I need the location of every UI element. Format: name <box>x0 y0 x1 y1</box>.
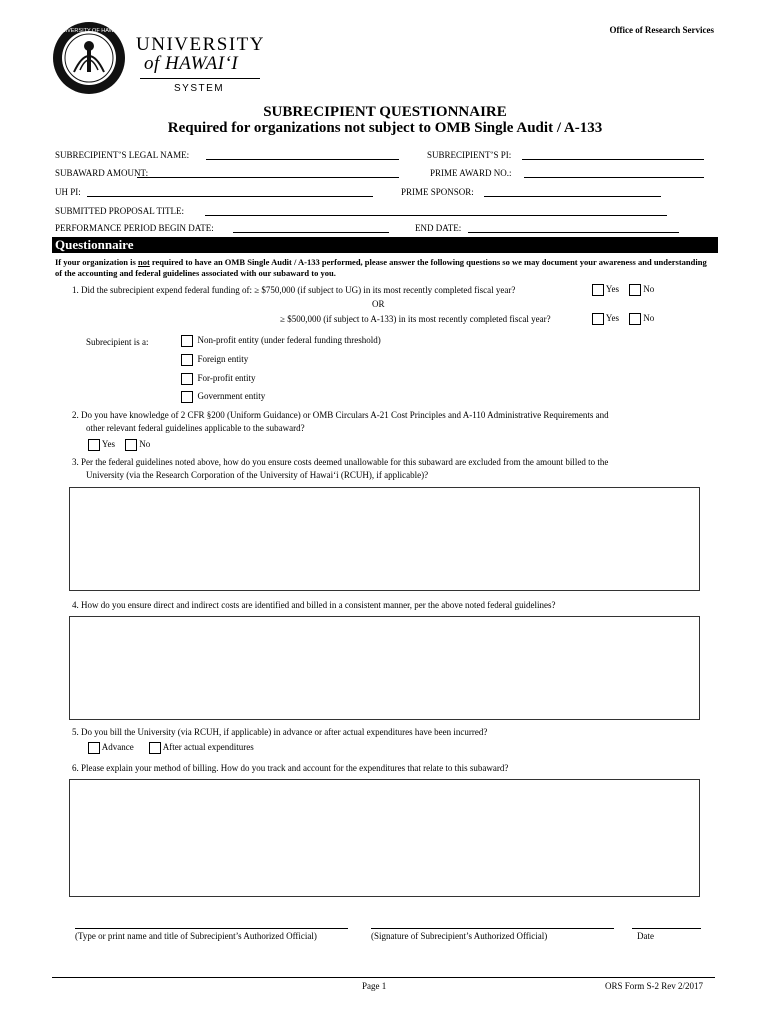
checkbox[interactable] <box>592 313 604 325</box>
questionnaire-heading: Questionnaire <box>52 237 718 253</box>
entity-forprofit[interactable]: For-profit entity <box>181 373 256 385</box>
prime-award-input[interactable] <box>524 166 704 178</box>
period-begin-label: PERFORMANCE PERIOD BEGIN DATE: <box>55 223 214 233</box>
page-number: Page 1 <box>362 981 387 991</box>
question-1b: ≥ $500,000 (if subject to A-133) in its most recently completed fiscal year? <box>280 314 551 324</box>
entity-government[interactable]: Government entity <box>181 391 265 403</box>
subaward-amount-input[interactable] <box>137 166 399 178</box>
university-logo <box>52 20 272 100</box>
question-4: 4. How do you ensure direct and indirect costs are identified and billed in a consistent manner, per the above noted federal guidelines? <box>72 600 556 610</box>
question-3: 3. Per the federal guidelines noted above, how do you ensure costs deemed unallowable for this subaward are excluded from the amount billed to the <box>72 457 609 467</box>
q4-answer-box[interactable] <box>69 616 700 720</box>
form-title: SUBRECIPIENT QUESTIONNAIRE <box>263 104 507 120</box>
official-sign-line[interactable] <box>75 928 348 929</box>
checkbox[interactable] <box>88 439 100 451</box>
questionnaire-intro: If your organization is not required to have an OMB Single Audit / A-133 performed, please answer the following questions so we may document your awareness and understanding of the accounting and federal guidelines associated with our subaward to you. <box>55 257 707 278</box>
checkbox[interactable] <box>181 354 193 366</box>
checkbox[interactable] <box>629 284 641 296</box>
question-2-cont: other relevant federal guidelines applicable to the subaward? <box>86 423 305 433</box>
sub-pi-label: SUBRECIPIENT’S PI: <box>427 150 512 160</box>
legal-name-label: SUBRECIPIENT’S LEGAL NAME: <box>55 150 190 160</box>
checkbox[interactable] <box>592 284 604 296</box>
entity-foreign[interactable]: Foreign entity <box>181 354 248 366</box>
logo-divider <box>140 78 260 79</box>
question-2: 2. Do you have knowledge of 2 CFR §200 (Uniform Guidance) or OMB Circulars A-21 Cost Principles and A-110 Administrative Requirements and <box>72 410 609 420</box>
uh-pi-label: UH PI: <box>55 187 81 197</box>
checkbox[interactable] <box>181 391 193 403</box>
q3-answer-box[interactable] <box>69 487 700 591</box>
q1-or: OR <box>372 299 385 309</box>
q1-no[interactable]: No <box>629 284 654 296</box>
checkbox[interactable] <box>181 335 193 347</box>
legal-name-input[interactable] <box>206 148 399 160</box>
q1b-no[interactable]: No <box>629 313 654 325</box>
checkbox[interactable] <box>88 742 100 754</box>
q6-answer-box[interactable] <box>69 779 700 897</box>
logo-line3: SYSTEM <box>174 83 225 94</box>
q5-after[interactable]: After actual expenditures <box>149 742 254 754</box>
q5-advance[interactable]: Advance <box>88 742 134 754</box>
subrecipient-is-label: Subrecipient is a: <box>86 337 149 347</box>
q2-yes[interactable]: Yes <box>88 439 115 451</box>
date-line[interactable] <box>632 928 701 929</box>
official-label: (Type or print name and title of Subrecipient’s Authorized Official) <box>75 931 317 941</box>
form-subtitle: Required for organizations not subject to OMB Single Audit / A-133 <box>167 120 603 136</box>
q1b-yes[interactable]: Yes <box>592 313 619 325</box>
checkbox[interactable] <box>149 742 161 754</box>
form-number: ORS Form S-2 Rev 2/2017 <box>605 981 704 991</box>
entity-nonprofit[interactable]: Non-profit entity (under federal funding threshold) <box>181 335 381 347</box>
date-label: Date <box>637 931 654 941</box>
prime-award-label: PRIME AWARD NO.: <box>430 168 512 178</box>
signature-label: (Signature of Subrecipient’s Authorized Official) <box>371 931 548 941</box>
prime-sponsor-input[interactable] <box>484 185 661 197</box>
question-1: 1. Did the subrecipient expend federal funding of: ≥ $750,000 (if subject to UG) in its most recently completed fiscal year? <box>72 285 516 295</box>
q2-no[interactable]: No <box>125 439 150 451</box>
logo-line2: of HAWAIʻI <box>144 53 239 74</box>
checkbox[interactable] <box>125 439 137 451</box>
proposal-title-input[interactable] <box>205 204 667 216</box>
prime-sponsor-label: PRIME SPONSOR: <box>401 187 474 197</box>
question-6: 6. Please explain your method of billing. How do you track and account for the expenditures that relate to this subaward? <box>72 763 509 773</box>
checkbox[interactable] <box>181 373 193 385</box>
period-begin-input[interactable] <box>233 221 389 233</box>
proposal-title-label: SUBMITTED PROPOSAL TITLE: <box>55 206 185 216</box>
sub-pi-input[interactable] <box>522 148 704 160</box>
q1-yes[interactable]: Yes <box>592 284 619 296</box>
end-date-label: END DATE: <box>415 223 462 233</box>
end-date-input[interactable] <box>468 221 679 233</box>
signature-line[interactable] <box>371 928 614 929</box>
footer-rule <box>52 977 715 978</box>
subaward-amount-label: SUBAWARD AMOUNT: <box>55 168 149 178</box>
uh-pi-input[interactable] <box>87 185 373 197</box>
checkbox[interactable] <box>629 313 641 325</box>
seal-text: UNIVERSITY OF HAWAII <box>57 28 121 34</box>
question-3-cont: University (via the Research Corporation of the University of Hawaiʻi (RCUH), if applicable)? <box>86 470 429 480</box>
question-5: 5. Do you bill the University (via RCUH, if applicable) in advance or after actual expenditures have been incurred? <box>72 727 488 737</box>
logo-line1: UNIVERSITY <box>136 34 265 55</box>
office-label: Office of Research Services <box>609 25 714 35</box>
